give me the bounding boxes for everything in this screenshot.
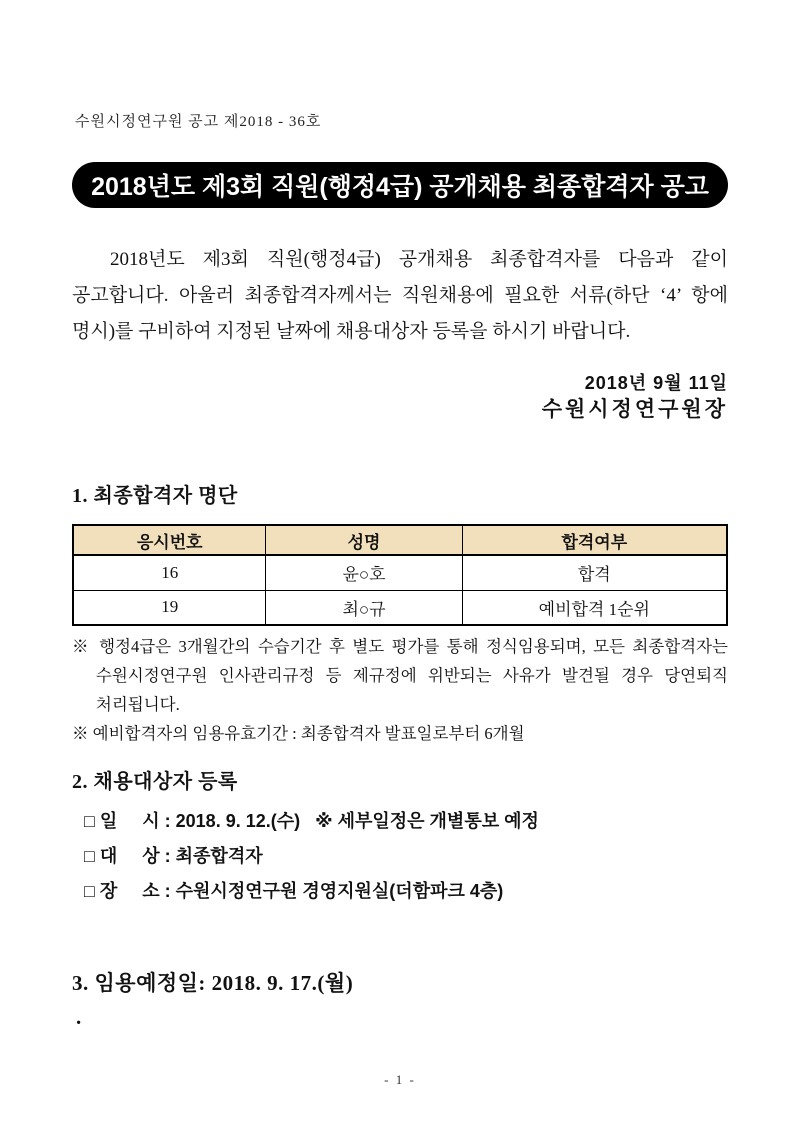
- table-row: [73, 590, 727, 625]
- cell-applicant-number: 19: [73, 590, 266, 625]
- page-number: - 1 -: [384, 1072, 416, 1087]
- note-item: ※ 행정4급은 3개월간의 수습기간 후 별도 평가를 통해 정식임용되며, 모든 최종합격자는 수원시정연구원 인사관리규정 등 제규정에 위반되는 사유가 발견될 경우 당연퇴직 처리됩니다.: [72, 637, 728, 714]
- cell-name: 윤○호: [266, 555, 462, 590]
- col-header-name: 성명: [266, 525, 462, 555]
- cell-name: 최○규: [266, 590, 462, 625]
- section2-heading: 2. 채용대상자 등록: [72, 771, 238, 793]
- signer-title: 수원시정연구원장: [541, 398, 728, 421]
- announcement-date: 2018년 9월 11일: [584, 373, 728, 393]
- col-header-applicant-number: 응시번호: [73, 525, 266, 555]
- doc-number: 수원시정연구원 공고 제2018 - 36호: [75, 114, 322, 130]
- final-passers-table: [72, 524, 728, 626]
- trailing-period: .: [76, 1005, 82, 1029]
- section3-heading: 3. 임용예정일: 2018. 9. 17.(월): [72, 971, 354, 995]
- table-row: [73, 555, 727, 590]
- register-item-target: □ 대 상 : 최종합격자: [84, 846, 263, 866]
- register-item-date: □ 일 시 : 2018. 9. 12.(수) ※ 세부일정은 개별통보 예정: [84, 811, 539, 831]
- col-header-pass-status: 합격여부: [462, 525, 727, 555]
- registration-details: [72, 804, 728, 909]
- cell-pass-status: 예비합격 1순위: [462, 590, 727, 625]
- section1-heading: 1. 최종합격자 명단: [72, 485, 238, 507]
- table-header-row: [73, 525, 727, 555]
- title-banner: [72, 162, 728, 208]
- note-item: ※ 예비합격자의 임용유효기간 : 최종합격자 발표일로부터 6개월: [72, 724, 525, 743]
- signature-block: [72, 370, 728, 424]
- page-title: 2018년도 제3회 직원(행정4급) 공개채용 최종합격자 공고: [91, 173, 709, 201]
- cell-pass-status: 합격: [462, 555, 727, 590]
- register-item-place: □ 장 소 : 수원시정연구원 경영지원실(더함파크 4층): [84, 881, 504, 901]
- intro-paragraph: 2018년도 제3회 직원(행정4급) 공개채용 최종합격자를 다음과 같이 공고합니다. 아울러 최종합격자께서는 직원채용에 필요한 서류(하단 ‘4’ 항에 명시)를 구비하여 지정된 날짜에 채용대상자 등록을 하시기 바랍니다.: [72, 249, 728, 342]
- cell-applicant-number: 16: [73, 555, 266, 590]
- notes-list: [72, 632, 728, 748]
